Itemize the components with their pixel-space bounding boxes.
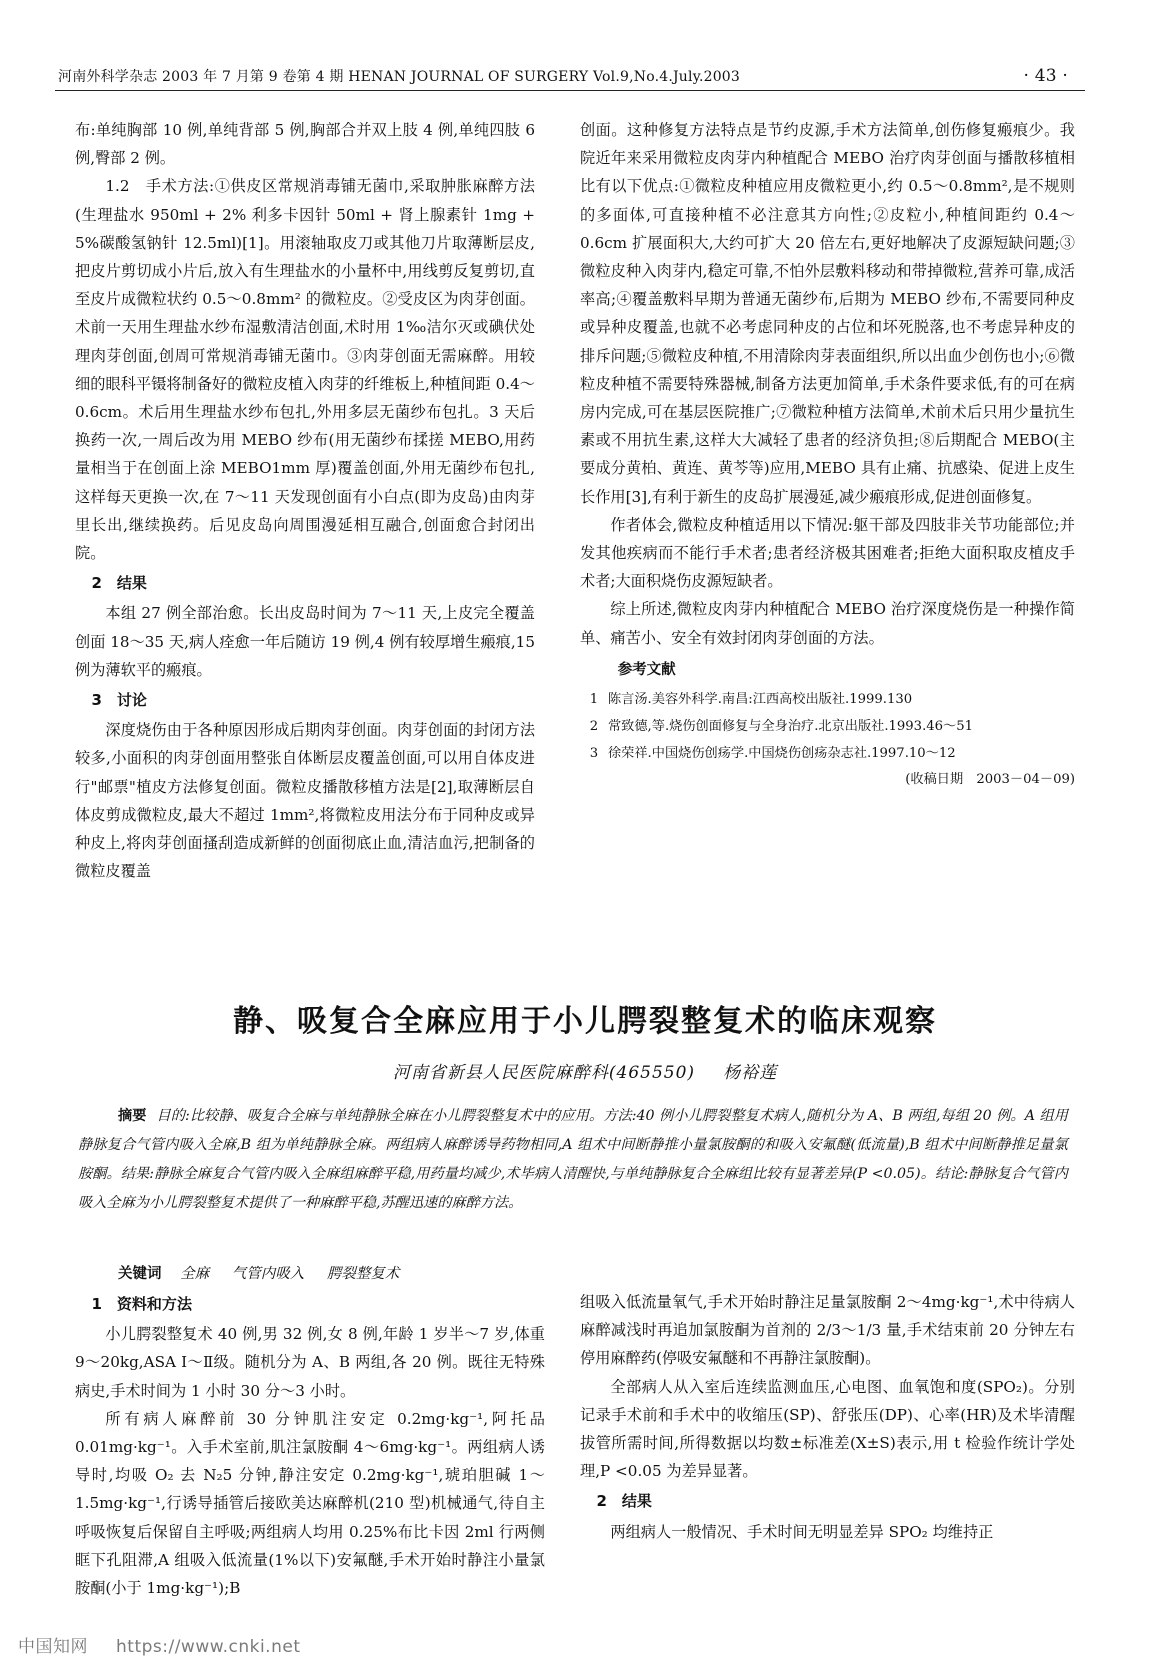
paragraph: 小儿腭裂整复术 40 例,男 32 例,女 8 例,年龄 1 岁半～7 岁,体重 9～20kg,ASA Ⅰ～Ⅱ级。随机分为 A、B 两组,各 20 例。既往无特殊病史,手术时间为 1 小时 30 分～3 小时。 (75, 1325, 545, 1400)
keyword: 气管内吸入 (231, 1266, 305, 1282)
article1-column-right (580, 116, 1075, 793)
keywords (118, 1262, 417, 1283)
author-line (0, 1058, 1170, 1083)
section-heading-results: 2 结果 (91, 574, 147, 593)
page-number: · 43 · (1023, 66, 1068, 86)
reference-text: 常致德,等.烧伤创面修复与全身治疗.北京出版社.1993.46～51 (608, 719, 974, 735)
reference-number: 2 (589, 719, 599, 735)
affiliation: 河南省新县人民医院麻醉科(465550) (392, 1063, 696, 1083)
header-rule (55, 90, 1085, 91)
abstract-text: 目的:比较静、吸复合全麻与单纯静脉全麻在小儿腭裂整复术中的应用。方法:40 例小儿腭裂整复术病人,随机分为 A、B 两组,每组 20 例。A 组用静脉复合气管内吸入全麻,B 组为单纯静脉全麻。两组病人麻醉诱导药物相同,A 组术中间断静推小量氯胺酮的和吸入安氟醚(低流量),B 组术中间断静推足量氯胺酮。结果:静脉全麻复合气管内吸入全麻组麻醉平稳,用药量均减少,术毕病人清醒快,与单纯静脉复合全麻组比较有显著差异(P <0.05)。结论:静脉复合气管内吸入全麻为小儿腭裂整复术提供了一种麻醉平稳,苏醒迅速的麻醉方法。 (78, 1108, 1068, 1211)
reference-item (580, 713, 1075, 740)
section-heading-discussion: 3 讨论 (91, 691, 147, 710)
reference-number: 3 (589, 746, 599, 762)
references-heading: 参考文献 (617, 661, 676, 678)
article2-column-right (580, 1288, 1075, 1546)
reference-item (580, 686, 1075, 713)
abstract-label: 摘要 (118, 1108, 147, 1124)
cnki-watermark (18, 1632, 300, 1657)
reference-text: 徐荣祥.中国烧伤创疡学.中国烧伤创疡杂志社.1997.10～12 (608, 746, 956, 762)
results-paragraph: 本组 27 例全部治愈。长出皮岛时间为 7～11 天,上皮完全覆盖创面 18～35 天,病人痊愈一年后随访 19 例,4 例有较厚增生瘢痕,15 例为薄软平的瘢痕。 (75, 604, 535, 679)
paragraph: 两组病人一般情况、手术时间无明显差异 SPO₂ 均维持正 (610, 1522, 994, 1541)
reference-item (580, 740, 1075, 767)
author-name: 杨裕莲 (723, 1063, 778, 1083)
article1-column-left (75, 116, 535, 885)
abstract (78, 1102, 1068, 1218)
watermark-url: https://www.cnki.net (116, 1637, 301, 1657)
journal-citation: 河南外科学杂志 2003 年 7 月第 9 卷第 4 期 HENAN JOURNAL OF SURGERY Vol.9,No.4.July.2003 (58, 69, 741, 85)
discussion-paragraph: 深度烧伤由于各种原因形成后期肉芽创面。肉芽创面的封闭方法较多,小面积的肉芽创面用整张自体断层皮覆盖创面,可以用自体皮进行"邮票"植皮方法修复创面。微粒皮播散移植方法是[2],取薄断层自体皮剪成微粒皮,最大不超过 1mm²,将微粒皮用法分布于同种皮或异种皮上,将肉芽创面搔刮造成新鲜的创面彻底止血,清洁血污,把制备的微粒皮覆盖 (75, 721, 535, 881)
watermark-site: 中国知网 (18, 1637, 88, 1657)
paragraph: 布:单纯胸部 10 例,单纯背部 5 例,胸部合并双上肢 4 例,单纯四肢 6 例,臀部 2 例。 (75, 121, 535, 168)
section-heading-methods: 1 资料和方法 (91, 1295, 192, 1313)
paragraph: 作者体会,微粒皮种植适用以下情况:躯干部及四肢非关节功能部位;并发其他疾病而不能行手术者;患者经济极其困难者;拒绝大面积取皮植皮手术者;大面积烧伤皮源短缺者。 (580, 515, 1075, 591)
section-heading-results: 2 结果 (596, 1492, 652, 1511)
keyword: 全麻 (180, 1266, 210, 1282)
paragraph: 组吸入低流量氧气,手术开始时静注足量氯胺酮 2～4mg·kg⁻¹,术中待病人麻醉减浅时再追加氯胺酮为首剂的 2/3～1/3 量,手术结束前 20 分钟左右停用麻醉药(停吸安氟醚和不再静注氯胺酮)。 (580, 1293, 1075, 1368)
reference-number: 1 (589, 692, 599, 708)
article-title: 静、吸复合全麻应用于小儿腭裂整复术的临床观察 (233, 1004, 937, 1039)
article2-column-left (75, 1288, 545, 1602)
conclusion-paragraph: 综上所述,微粒皮肉芽内种植配合 MEBO 治疗深度烧伤是一种操作简单、痛苦小、安全有效封闭肉芽创面的方法。 (580, 600, 1075, 647)
keywords-label: 关键词 (118, 1266, 162, 1282)
paragraph: 创面。这种修复方法特点是节约皮源,手术方法简单,创伤修复瘢痕少。我院近年来采用微粒皮肉芽内种植配合 MEBO 治疗肉芽创面与播散移植相比有以下优点:①微粒皮种植应用皮微粒更小,约 0.5～0.8mm²,是不规则的多面体,可直接种植不必注意其方向性;②皮粒小,种植间距约 0.4～0.6cm 扩展面积大,大约可扩大 20 倍左右,更好地解决了皮源短缺问题;③微粒皮种入肉芽内,稳定可靠,不怕外层敷料移动和带掉微粒,营养可靠,成活率高;④覆盖敷料早期为普通无菌纱布,后期为 MEBO 纱布,不需要同种皮或异种皮覆盖,也就不必考虑同种皮的占位和坏死脱落,也不考虑异种皮的排斥问题;⑤微粒皮种植,不用清除肉芽表面组织,所以出血少创伤也小;⑥微粒皮种植不需要特殊器械,制备方法更加简单,手术条件要求低,有的可在病房内完成,可在基层医院推广;⑦微粒种植方法简单,术前术后只用少量抗生素或不用抗生素,这样大大减轻了患者的经济负担;⑧后期配合 MEBO(主要成分黄柏、黄连、黄芩等)应用,MEBO 具有止痛、抗感染、促进上皮生长作用[3],有利于新生的皮岛扩展漫延,减少瘢痕形成,促进创面修复。 (580, 121, 1075, 506)
methods-paragraph: 1.2 手术方法:①供皮区常规消毒铺无菌巾,采取肿胀麻醉方法(生理盐水 950ml + 2% 利多卡因针 50ml + 肾上腺素针 1mg + 5%碳酸氢钠针 12.5ml)[1]。用滚轴取皮刀或其他刀片取薄断层皮,把皮片剪切成小片后,放入有生理盐水的小量杯中,用线剪反复剪切,直至皮片成微粒状约 0.5～0.8mm² 的微粒皮。②受皮区为肉芽创面。术前一天用生理盐水纱布湿敷清洁创面,术时用 1‰洁尔灭或碘伏处理肉芽创面,创周可常规消毒铺无菌巾。③肉芽创面无需麻醉。用较细的眼科平镊将制备好的微粒皮植入肉芽的纤维板上,种植间距 0.4～0.6cm。术后用生理盐水纱布包扎,外用多层无菌纱布包扎。3 天后换药一次,一周后改为用 MEBO 纱布(用无菌纱布揉搓 MEBO,用药量相当于在创面上涂 MEBO1mm 厚)覆盖创面,外用无菌纱布包扎,这样每天更换一次,在 7～11 天发现创面有小白点(即为皮岛)由肉芽里长出,继续换药。后见皮岛向周围漫延相互融合,创面愈合封闭出院。 (75, 177, 535, 563)
paragraph: 全部病人从入室后连续监测血压,心电图、血氧饱和度(SPO₂)。分别记录手术前和手术中的收缩压(SP)、舒张压(DP)、心率(HR)及术毕清醒拔管所需时间,所得数据以均数±标准差(X±S)表示,用 t 检验作统计学处理,P <0.05 为差异显著。 (580, 1377, 1075, 1481)
reference-text: 陈言汤.美容外科学.南昌:江西高校出版社.1999.130 (608, 692, 913, 708)
keyword: 腭裂整复术 (326, 1266, 400, 1282)
received-date: (收稿日期 2003－04－09) (905, 772, 1075, 788)
paragraph: 所有病人麻醉前 30 分钟肌注安定 0.2mg·kg⁻¹,阿托品 0.01mg·kg⁻¹。入手术室前,肌注氯胺酮 4～6mg·kg⁻¹。两组病人诱导时,均吸 O₂ 去 N₂5 分钟,静注安定 0.2mg·kg⁻¹,琥珀胆碱 1～1.5mg·kg⁻¹,行诱导插管后接欧美达麻醉机(210 型)机械通气,待自主呼吸恢复后保留自主呼吸;两组病人均用 0.25%布比卡因 2ml 行两侧眶下孔阻滞,A 组吸入低流量(1%以下)安氟醚,手术开始时静注小量氯胺酮(小于 1mg·kg⁻¹);B (75, 1409, 545, 1598)
